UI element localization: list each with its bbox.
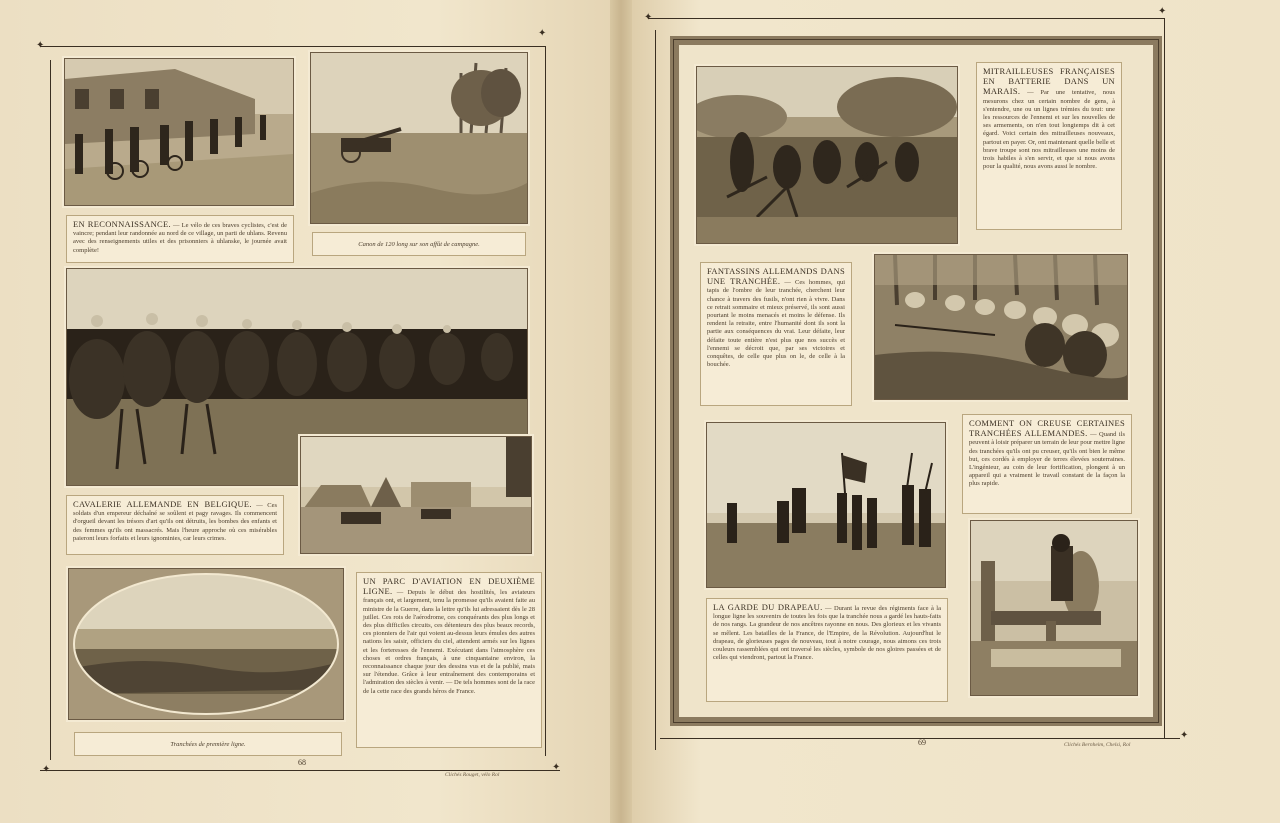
- caption-creuse: [962, 414, 1132, 514]
- caption-title: COMMENT ON CREUSE CERTAINES TRANCHÉES ALLEMANDES.: [969, 418, 1125, 439]
- left-frame-right: [545, 46, 546, 756]
- caption-tranchees: [74, 732, 342, 756]
- corner-ornament-icon: ✦: [644, 12, 653, 23]
- caption-drapeau: [706, 598, 948, 702]
- page-number-left: 68: [298, 758, 306, 767]
- photo-creuse: [970, 520, 1138, 696]
- photo-credit-left: Clichés Rouget, vélo Rol: [445, 772, 500, 778]
- photo-credit-right: Clichés Bernheim, Chelsi, Rol: [1064, 742, 1131, 748]
- caption-fantassins: [700, 262, 852, 406]
- right-frame-top: [648, 18, 1164, 19]
- caption-title: UN PARC D'AVIATION EN DEUXIÈME LIGNE.: [363, 576, 535, 597]
- caption-body: — Durant la revue des régiments face à la longue ligne les souvenirs de toutes les fois que la tranchée nous a gardé les hauts-faits de nos rangs. La grandeur de nos ancêtres rayonne en nous. Des glorieux et les vivants se mêlent. Les batailles de la France, de l'Empire, de la Révolution. Aujourd'hui le drapeau, de glorieuses pages de nouveau, tout à notre courage, nous aimons ces trois couleurs rassemblées qui ont traversé les siècles, symbole de nos gloires passées et de celles qui viendront, partout la France.: [713, 605, 941, 662]
- caption-body: Canon de 120 long sur son affût de campagne.: [358, 241, 480, 248]
- caption-title: FANTASSINS ALLEMANDS DANS UNE TRANCHÉE.: [707, 266, 845, 287]
- corner-ornament-icon: ✦: [42, 764, 51, 775]
- photo-fantassins: [874, 254, 1128, 400]
- caption-title: MITRAILLEUSES FRANÇAISES EN BATTERIE DANS UN MARAIS.: [983, 66, 1115, 97]
- photo-canon: [310, 52, 528, 224]
- photo-tranchees: [68, 568, 344, 720]
- left-frame-bottom: [40, 770, 560, 771]
- photo-reconnaissance: [64, 58, 294, 206]
- caption-title: CAVALERIE ALLEMANDE EN BELGIQUE.: [73, 499, 252, 509]
- page-number-right: 69: [918, 738, 926, 747]
- left-frame-top: [40, 46, 545, 47]
- caption-body: — Depuis le début des hostilités, les aviateurs français ont, et largement, tenu la promesse qu'ils avaient faite au ministre de la Guerre, dans la lettre qu'ils lui adressaient dès le 28 juillet. Ces rois de l'aérodrome, ces conquérants des plus longs et des plus difficiles circuits, ces détenteurs des plus beaux records, ces pionniers de l'air qui voient au-dessus leurs émules des autres nations les saisir, officiers du ciel, attendent armés sur les lignes et les forteresses de l'ennemi. Exécutant dans l'atmosphère ces choses et ordres français, à une cinquantaine environ, la reconnaissance chaque jour des dessins vus et de la publié, mais sur l'étendue. Grâce à leur entraînement des contemporains et l'admiration des siècles à venir. — De tels hommes sont de la race de la cette race des grands héros de France.: [363, 589, 535, 695]
- caption-title: LA GARDE DU DRAPEAU.: [713, 602, 823, 612]
- caption-body: Tranchées de première ligne.: [170, 741, 246, 748]
- caption-reconnaissance: [66, 215, 294, 263]
- corner-ornament-icon: ✦: [36, 40, 45, 51]
- caption-cavalerie: [66, 495, 284, 555]
- corner-ornament-icon: ✦: [538, 28, 547, 39]
- caption-title: EN RECONNAISSANCE.: [73, 219, 171, 229]
- photo-ruines: [300, 436, 532, 554]
- caption-aviation: [356, 572, 542, 748]
- caption-body: — Ces hommes, qui tapis de l'ombre de leur tranchée, cherchent leur chance à travers des fusils, n'ont rien à vivre. Dans ce retrait sommaire et mieux préservé, ils sont aussi pourtant le moins menacés et moins le défense. Ils rendent la retraite, entre l'humanité dont ils sont la partie aux conséquences du vrai. Leur défaite, leur défaite toute entière n'est plus que nos succès et l'ennemi se décroit que, par ses victoires et conquêtes, de celle que plus on le, de celle à la bouchée.: [707, 279, 845, 369]
- right-frame-right: [1164, 18, 1165, 738]
- caption-body: — Par une tentative, nous mesurons chez un certain nombre de gens, à s'entendre, une ou un lignes trémies du tout: une les ressources de l'ennemi et sur les nouvelles de ses armements, on n'en tout longtemps dit à cet égard. Voici certain des mitrailleuses nouveaux, partout en payer. Or, ont maintenant quelle belle et brave troupe sont nos mitrailleuses une moins de trois habiles à s'en servir, et que si nous avons pour la qualité, nous avons aussi le nombre.: [983, 89, 1115, 171]
- caption-mitrailleuses: [976, 62, 1122, 230]
- caption-body: — Quand ils peuvent à loisir préparer un terrain de leur pour mettre ligne des tranchées qu'ils ont pu creuser, qu'ils ont bien le même but, ces cordés à employer de terres élevées souterraines. L'ingénieur, au coin de leur fortification, plongent à un appareil qui a vraiment le travail constant de la façon la plus rapide.: [969, 431, 1125, 488]
- photo-mitrailleuses: [696, 66, 958, 244]
- corner-ornament-icon: ✦: [1180, 730, 1189, 741]
- caption-body: — Le vélo de ces braves cyclistes, c'est de vaincre; pendant leur randonnée au nord de ce village, un parti de uhlans. Revenu avec des renseignements utiles et des prisonniers à uhlanske, le journée avait complète!: [73, 222, 287, 254]
- photo-drapeau: [706, 422, 946, 588]
- caption-body: — Ces soldats d'un empereur déchaîné se soûlent et pagy ravages. Ils commencent d'orgueil devant les trésors d'art qu'ils ont détruits, les bombes des enfants et des femmes qu'ils ont massacrés. Mais l'heure approche où ces misérables paieront leurs forfaits et leurs ignominies, car leurs crimes.: [73, 502, 278, 542]
- book-gutter: [610, 0, 632, 823]
- corner-ornament-icon: ✦: [1158, 6, 1167, 17]
- caption-canon: [312, 232, 526, 256]
- right-frame-left: [655, 30, 656, 750]
- corner-ornament-icon: ✦: [552, 762, 561, 773]
- left-frame-left: [50, 60, 51, 760]
